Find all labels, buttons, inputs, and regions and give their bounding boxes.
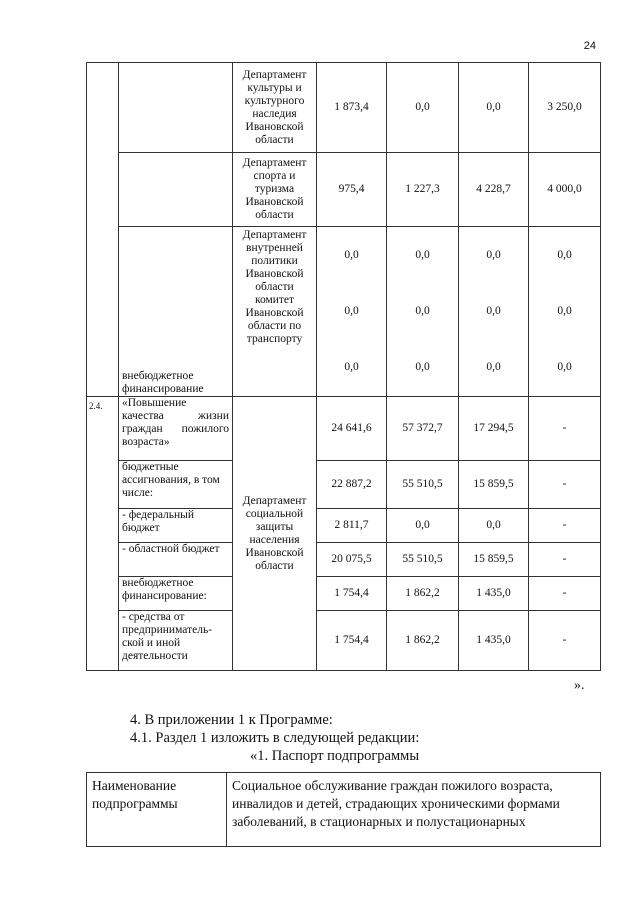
value-cell: 24 641,6 <box>317 397 387 461</box>
value-cell: 3 250,0 <box>529 63 601 153</box>
extrabudget-label: внебюджетное финансирование <box>119 227 233 397</box>
passport-label: Наименование подпрограммы <box>87 773 227 847</box>
value-cell: 55 510,5 <box>387 543 459 577</box>
value-cell: - <box>529 577 601 611</box>
value-cell: 0,0 <box>459 63 529 153</box>
table-row <box>87 577 601 611</box>
value-cell: - <box>529 509 601 543</box>
value-cell: 0,0 <box>344 249 359 261</box>
value-cell: 57 372,7 <box>387 397 459 461</box>
value-cell: 1 862,2 <box>387 577 459 611</box>
value-cell: 55 510,5 <box>387 461 459 509</box>
row-label: - областной бюджет <box>119 543 233 577</box>
table-row-sport <box>87 153 601 227</box>
value-cell: 1 754,4 <box>317 577 387 611</box>
row-label: бюджетные ассигнования, в том числе: <box>119 461 233 509</box>
value-cell: 975,4 <box>317 153 387 227</box>
table-row <box>87 543 601 577</box>
value-cell: 0,0 <box>557 361 572 373</box>
value-cell: 4 000,0 <box>529 153 601 227</box>
value-cell: 1 435,0 <box>459 611 529 671</box>
dept-culture: Департамент культуры и культурного наследия Ивановской области <box>233 63 317 153</box>
label-cell-empty <box>119 153 233 227</box>
table-row <box>87 611 601 671</box>
value-cell: 17 294,5 <box>459 397 529 461</box>
instruction-line: 4.1. Раздел 1 изложить в следующей редакции: <box>130 730 420 746</box>
budget-table <box>86 62 601 671</box>
value-cell: 0,0 <box>415 361 430 373</box>
value-cell: 4 228,7 <box>459 153 529 227</box>
value-cell: 0,0 <box>415 249 430 261</box>
dept-internal-transport <box>233 227 317 397</box>
dept-sport: Департамент спорта и туризма Ивановской области <box>233 153 317 227</box>
row-label: - средства от предприниматель-ской и иной деятельности <box>119 611 233 671</box>
value-cell: 0,0 <box>387 63 459 153</box>
value-cell: 0,0 <box>486 361 501 373</box>
value-cell: - <box>529 543 601 577</box>
row-code: 2.4. <box>87 397 119 671</box>
closing-quote: ». <box>574 678 585 693</box>
value-stack <box>317 227 387 397</box>
value-stack <box>529 227 601 397</box>
table-row <box>87 397 601 461</box>
label-cell-empty <box>119 63 233 153</box>
value-cell: 0,0 <box>486 305 501 317</box>
table-row-internal <box>87 227 601 397</box>
value-cell: - <box>529 611 601 671</box>
value-cell: 0,0 <box>344 361 359 373</box>
value-cell: 1 227,3 <box>387 153 459 227</box>
passport-value-line: инвалидов и детей, страдающих хроническими формами <box>232 796 560 811</box>
value-cell: 0,0 <box>557 249 572 261</box>
value-cell: 0,0 <box>387 509 459 543</box>
dept-transport: комитет Ивановской области по транспорту <box>245 294 304 345</box>
row-label: «Повышение качества жизни граждан пожилого возраста» <box>119 397 233 461</box>
passport-value <box>227 773 601 847</box>
value-cell: 22 887,2 <box>317 461 387 509</box>
value-stack <box>459 227 529 397</box>
value-cell: 1 435,0 <box>459 577 529 611</box>
dept-internal: Департамент внутренней политики Ивановской области <box>242 229 307 293</box>
passport-value-line: заболеваний, в стационарных и полустационарных <box>232 814 526 829</box>
section-heading: «1. Паспорт подпрограммы <box>250 748 420 764</box>
value-cell: 0,0 <box>344 305 359 317</box>
row-label: - федеральный бюджет <box>119 509 233 543</box>
value-cell: 20 075,5 <box>317 543 387 577</box>
value-cell: - <box>529 461 601 509</box>
value-cell: 1 754,4 <box>317 611 387 671</box>
passport-row <box>87 773 601 847</box>
passport-value-line: Социальное обслуживание граждан пожилого возраста, <box>232 778 553 793</box>
value-cell: 0,0 <box>486 249 501 261</box>
row-label: внебюджетное финансирование: <box>119 577 233 611</box>
page-number: 24 <box>583 40 596 52</box>
value-cell: 1 873,4 <box>317 63 387 153</box>
dept-social: Департамент социальной защиты населения Ивановской области <box>233 397 317 671</box>
value-cell: 15 859,5 <box>459 543 529 577</box>
value-cell: 2 811,7 <box>317 509 387 543</box>
value-cell: - <box>529 397 601 461</box>
table-row <box>87 461 601 509</box>
value-cell: 0,0 <box>557 305 572 317</box>
table-row <box>87 509 601 543</box>
table-row-culture <box>87 63 601 153</box>
value-cell: 0,0 <box>415 305 430 317</box>
value-cell: 1 862,2 <box>387 611 459 671</box>
value-stack <box>387 227 459 397</box>
code-cell-empty <box>87 63 119 397</box>
value-cell: 0,0 <box>459 509 529 543</box>
value-cell: 15 859,5 <box>459 461 529 509</box>
passport-table <box>86 772 601 847</box>
instruction-line: 4. В приложении 1 к Программе: <box>130 712 333 728</box>
